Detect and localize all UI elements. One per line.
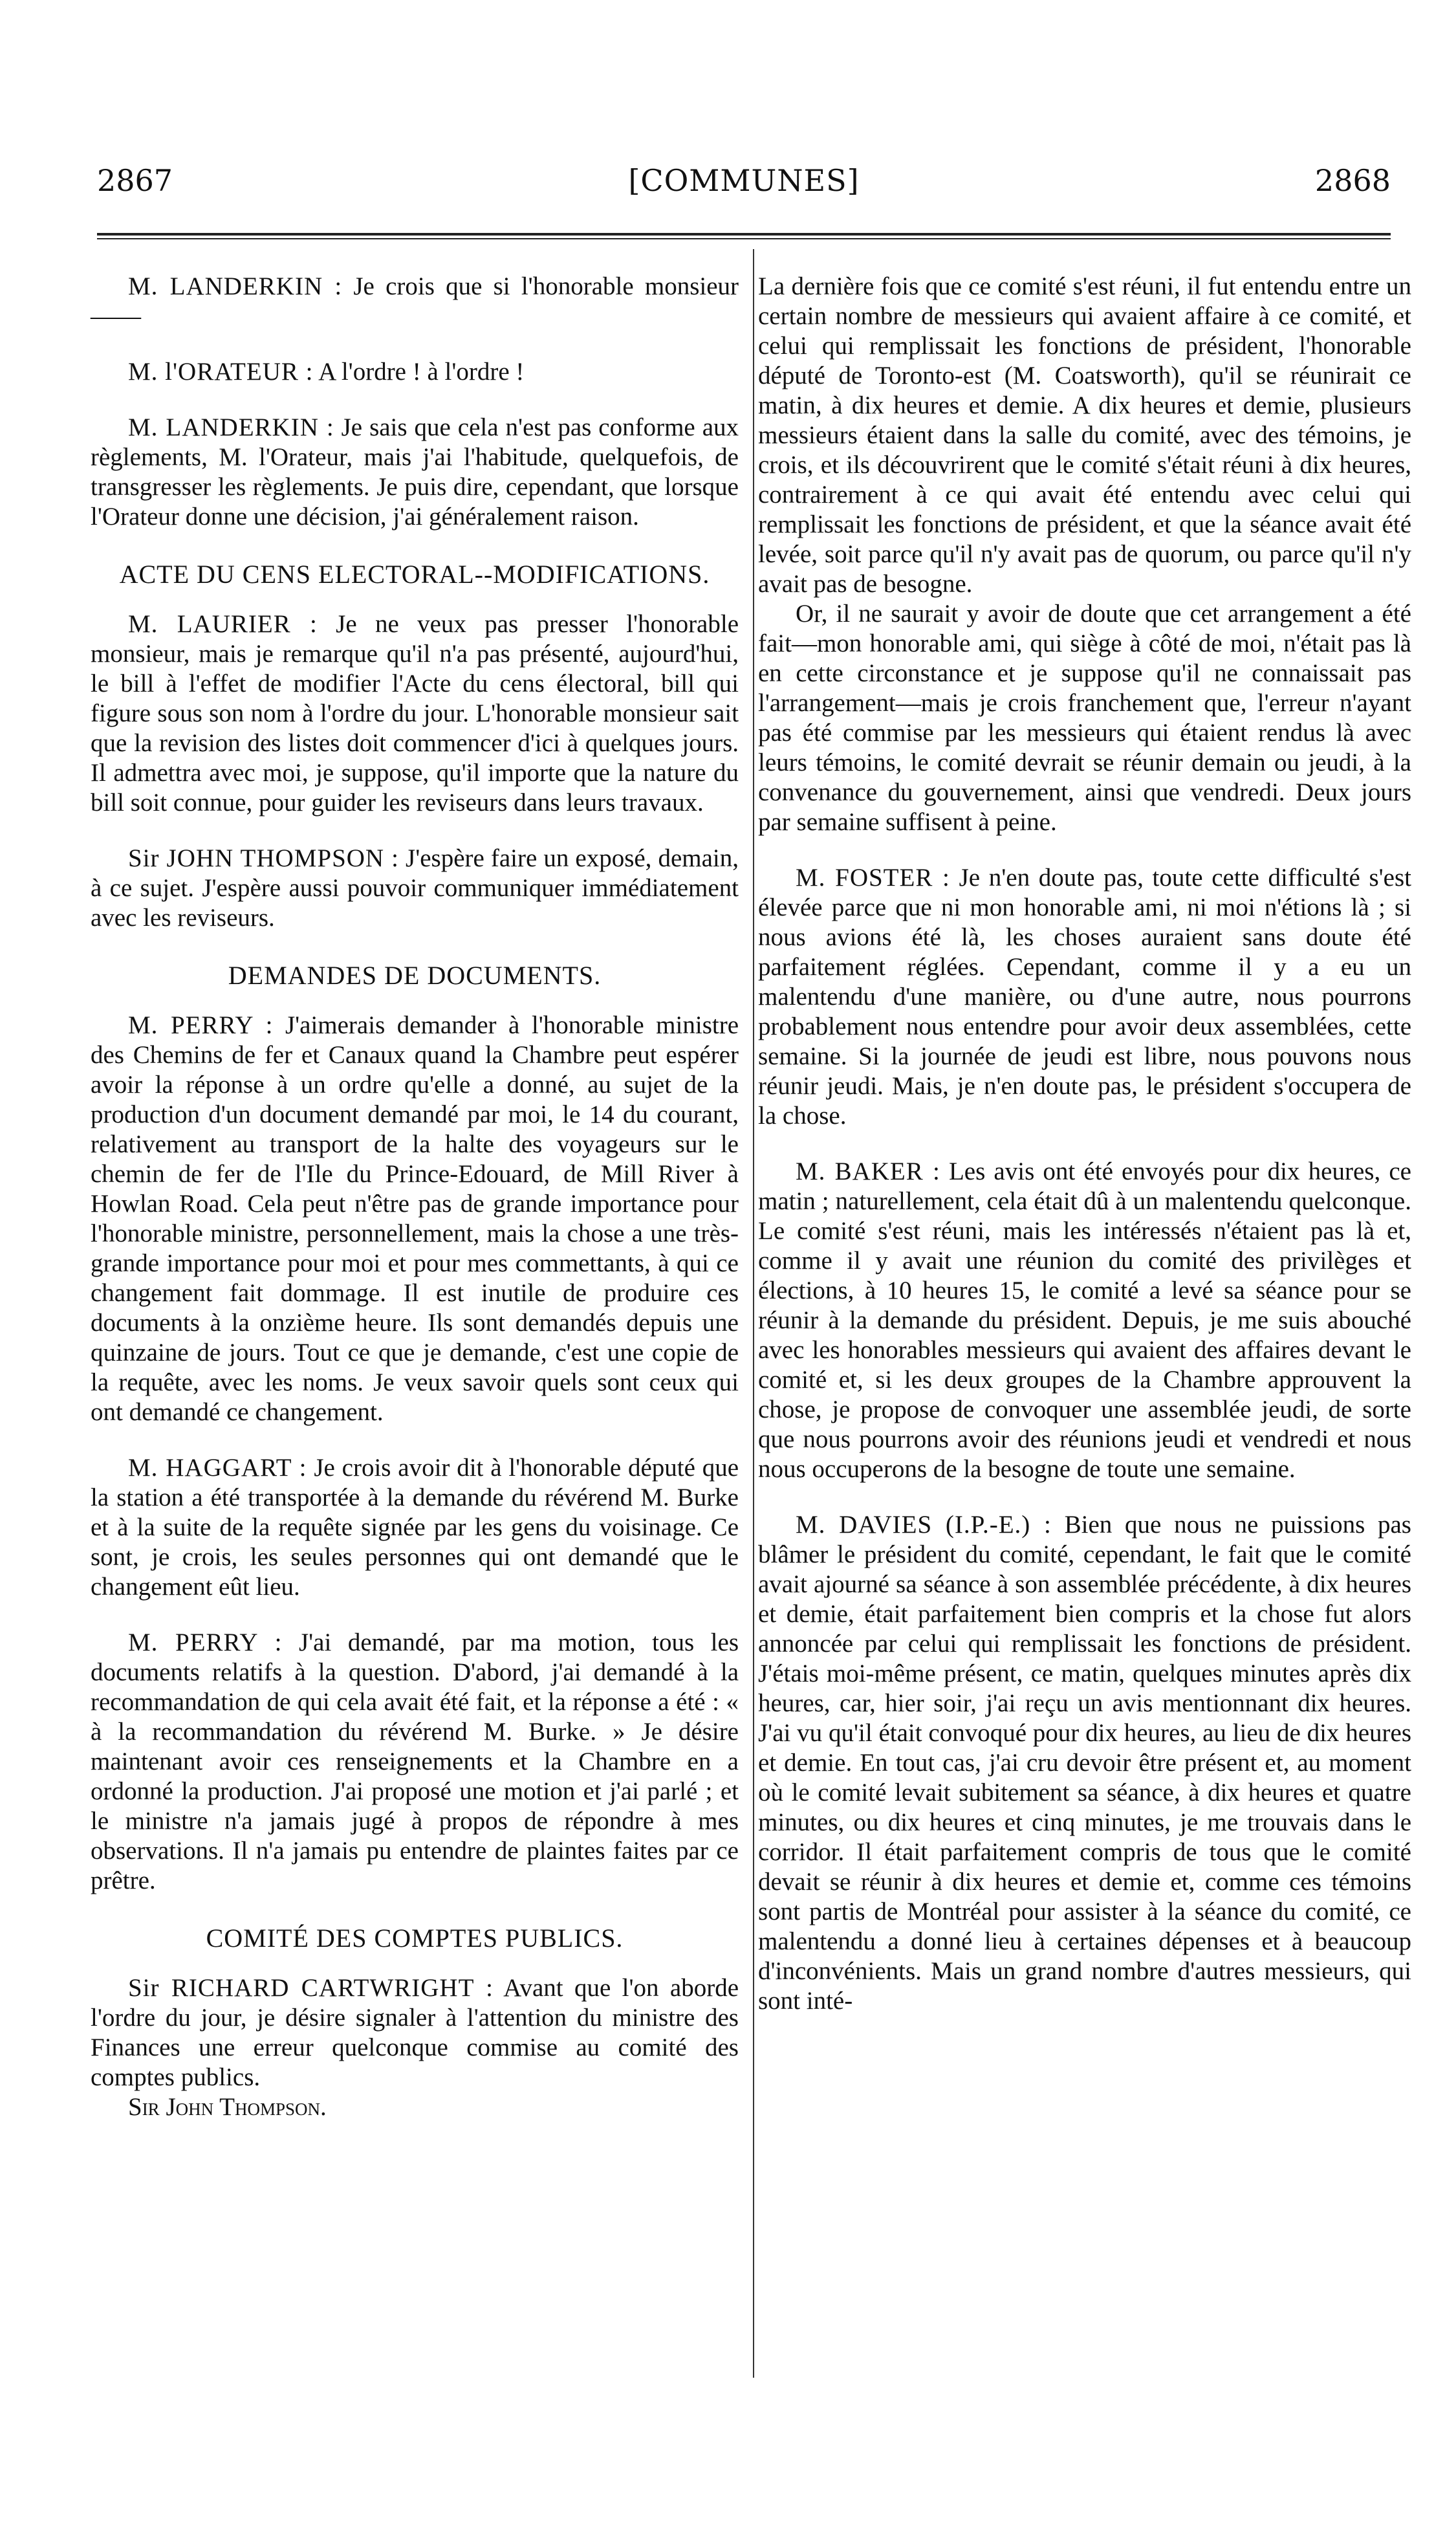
section-heading: ACTE DU CENS ELECTORAL--MODIFICATIONS. <box>119 560 710 589</box>
section-heading: COMITÉ DES COMPTES PUBLICS. <box>206 1924 624 1953</box>
speaker-name: M. PERRY : <box>128 1011 274 1039</box>
speech-text: La dernière fois que ce comité s'est réuni, il fut entendu entre un certain nombre de messieurs qui avaient affaire à ce comité, et celui qui remplissait les fonctions de président, l'honorable député de Toronto-est (M. Coatsworth), qu'il se réunirait ce matin, à dix heures et demie. A dix heures et demie, plusieurs messieurs étaient dans la salle du comité, avec des témoins, je crois, et ils découvrirent que le comité s'était réuni à dix heures, contrairement à ce qui avait été entendu avec celui qui remplissait les fonctions de président, et que la séance avait été levée, soit parce qu'il n'y avait pas de quorum, ou parce qu'il n'y avait pas de besogne. <box>758 272 1411 598</box>
speaker-name: M. BAKER : <box>796 1157 940 1185</box>
speaker-name: M. DAVIES (I.P.-E.) : <box>796 1511 1052 1539</box>
speech-paragraph <box>91 1453 739 1602</box>
speech-paragraph <box>758 1510 1411 2016</box>
page-header <box>97 163 1391 208</box>
speaker-name: M. l'ORATEUR : <box>128 358 314 386</box>
speaker-name: Sir RICHARD CARTWRIGHT : <box>128 1974 494 2002</box>
speech-text: J'aimerais demander à l'honorable ministre des Chemins de fer et Canaux quand la Chambre peut espérer avoir la réponse à un ordre qu'elle a donné, au sujet de la production d'un document demandé par moi, le 14 du courant, relativement au transport de la halte des voyageurs sur le chemin de fer de l'Ile du Prince-Edouard, de Mill River à Howlan Road. Cela peut n'être pas de grande importance pour l'honorable ministre, personnellement, mais la chose a une très-grande importance pour moi et pour mes commettants, à qui ce changement fait dommage. Il est inutile de produire ces documents à la onzième heure. Ils sont demandés depuis une quinzaine de jours. Tout ce que je demande, c'est une copie de la requête, avec les noms. Je veux savoir quels sont ceux qui ont demandé ce changement. <box>91 1011 739 1426</box>
speech-paragraph <box>758 1157 1411 1484</box>
left-column <box>91 272 739 2148</box>
speech-paragraph <box>758 863 1411 1131</box>
signature-line <box>91 2092 739 2122</box>
speech-text: A l'ordre ! à l'ordre ! <box>318 358 525 386</box>
column-divider <box>753 249 754 2378</box>
speech-paragraph <box>91 609 739 818</box>
header-rule-thin <box>97 238 1391 239</box>
speech-text: Je n'en doute pas, toute cette difficulté s'est élevée parce que ni mon honorable ami, ni moi n'étions là ; si nous avions été là, les choses auraient sans doute été parfaitement réglées. Cependant, comme il y a eu un malentendu d'une manière, ou d'une autre, nous pourrons probablement nous entendre pour avoir deux assemblées, cette semaine. Si la journée de jeudi est libre, nous pouvons nous réunir jeudi. Mais, je n'en doute pas, le président s'occupera de la chose. <box>758 864 1411 1130</box>
speech-text: J'ai demandé, par ma motion, tous les documents relatifs à la question. D'abord, j'ai demandé à la recommandation de qui cela avait été fait, et la réponse a été : « à la recommandation du révérend M. Burke. » Je désire maintenant avoir ces renseignements et la Chambre en a ordonné la production. J'ai proposé une motion et j'ai parlé ; et le ministre n'a jamais jugé à propos de répondre à mes observations. Il n'a jamais pu entendre de plaintes faites par ce prêtre. <box>91 1628 739 1894</box>
section-heading: DEMANDES DE DOCUMENTS. <box>228 961 602 990</box>
speaker-name: M. FOSTER : <box>796 864 950 892</box>
page-number-left: 2867 <box>97 163 173 198</box>
speech-paragraph <box>91 844 739 933</box>
speech-paragraph <box>91 357 739 387</box>
speech-text: Je crois avoir dit à l'honorable député que la station a été transportée à la demande du révérend M. Burke et à la suite de la requête signée par les gens du voisinage. Ce sont, je crois, les seules personnes qui ont demandé que le changement eût lieu. <box>91 1454 739 1601</box>
speaker-name: M. LAURIER : <box>128 610 318 638</box>
speech-text: Les avis ont été envoyés pour dix heures, ce matin ; naturellement, cela était dû à un malentendu quelconque. Le comité s'est réuni, mais les intéressés n'étaient pas là et, comme il y avait une réunion du comité des privilèges et élections, à 10 heures 15, le comité a levé sa séance pour se réunir à la demande du président. Depuis, je me suis abouché avec les honorables messieurs qui avaient des affaires devant le comité et, si les deux groupes de la Chambre approuvent la chose, je propose de convoquer une assemblée jeudi, de sorte que nous pourrons avoir des réunions jeudi et vendredi et nous nous occuperons de la besogne de toute une semaine. <box>758 1157 1411 1483</box>
page-number-right: 2868 <box>1314 163 1391 198</box>
right-column <box>758 272 1411 2016</box>
speaker-name: Sir JOHN THOMPSON : <box>128 844 399 872</box>
speech-paragraph <box>91 1973 739 2092</box>
speech-text: Or, il ne saurait y avoir de doute que cet arrangement a été fait—mon honorable ami, qui siège à côté de moi, n'était pas là en cette circonstance et je suppose qu'il ne connaissait pas l'arrangement—mais je crois franchement que, l'erreur n'ayant pas été commise par les messieurs qui étaient rendus là avec leurs témoins, le comité devrait se réunir demain ou jeudi, à la convenance du gouvernement, ainsi que vendredi. Deux jours par semaine suffisent à peine. <box>758 600 1411 836</box>
header-rule-thick <box>97 233 1391 236</box>
speaker-name: M. LANDERKIN : <box>128 272 343 300</box>
speech-text: Je ne veux pas presser l'honorable monsieur, mais je remarque qu'il n'a pas présenté, aujourd'hui, le bill à l'effet de modifier l'Acte du cens électoral, bill qui figure sous son nom à l'ordre du jour. L'honorable monsieur sait que la revision des listes doit commencer d'ici à quelques jours. Il admettra avec moi, je suppose, qu'il importe que la nature du bill soit connue, pour guider les reviseurs dans leurs travaux. <box>91 610 739 817</box>
speech-text: Bien que nous ne puissions pas blâmer le président du comité, cependant, le fait que le comité avait ajourné sa séance à son assemblée précédente, à dix heures et demie, était parfaitement bien compris et la chose fut alors annoncée par celui qui remplissait les fonctions de président. J'étais moi-même présent, ce matin, quelques minutes après dix heures, car, hier soir, j'ai reçu un avis mentionnant dix heures. J'ai vu qu'il était convoqué pour dix heures, au lieu de dix heures et demie. En tout cas, j'ai cru devoir être présent et, au moment où le comité levait subitement sa séance, à dix heures et quatre minutes, ou dix heures et cinq minutes, je me trouvais dans le corridor. Il était parfaitement compris de tous que le comité devait se réunir à dix heures et demie et, comme ces témoins sont partis de Montréal pour assister à la séance du comité, ce malentendu a donné lieu à certaines dépenses et à beaucoup d'inconvénients. Mais un grand nombre d'autres messieurs, qui sont inté- <box>758 1511 1411 2015</box>
speech-paragraph <box>758 599 1411 837</box>
speech-text: Avant que l'on aborde l'ordre du jour, je désire signaler à l'attention du ministre des Finances une erreur quelconque commise au comité des comptes publics. <box>91 1974 739 2091</box>
speech-text: Je crois que si l'honorable monsieur—— <box>91 272 739 330</box>
speech-paragraph <box>91 272 739 331</box>
speaker-name: M. PERRY : <box>128 1628 283 1656</box>
page-title: [COMMUNES] <box>628 163 860 198</box>
speech-paragraph <box>91 413 739 532</box>
speech-paragraph <box>91 1011 739 1427</box>
speech-text: J'espère faire un exposé, demain, à ce sujet. J'espère aussi pouvoir communiquer immédiatement avec les reviseurs. <box>91 844 739 932</box>
speech-text: Je sais que cela n'est pas conforme aux règlements, M. l'Orateur, mais j'ai l'habitude, quelquefois, de transgresser les règlements. Je puis dire, cependant, que lorsque l'Orateur donne une décision, j'ai généralement raison. <box>91 413 739 531</box>
continued-paragraph <box>758 272 1411 599</box>
speaker-name: M. HAGGART : <box>128 1454 307 1482</box>
speaker-name: M. LANDERKIN : <box>128 413 334 441</box>
speech-paragraph <box>91 1628 739 1896</box>
signature-text: Sir John Thompson. <box>128 2093 327 2121</box>
